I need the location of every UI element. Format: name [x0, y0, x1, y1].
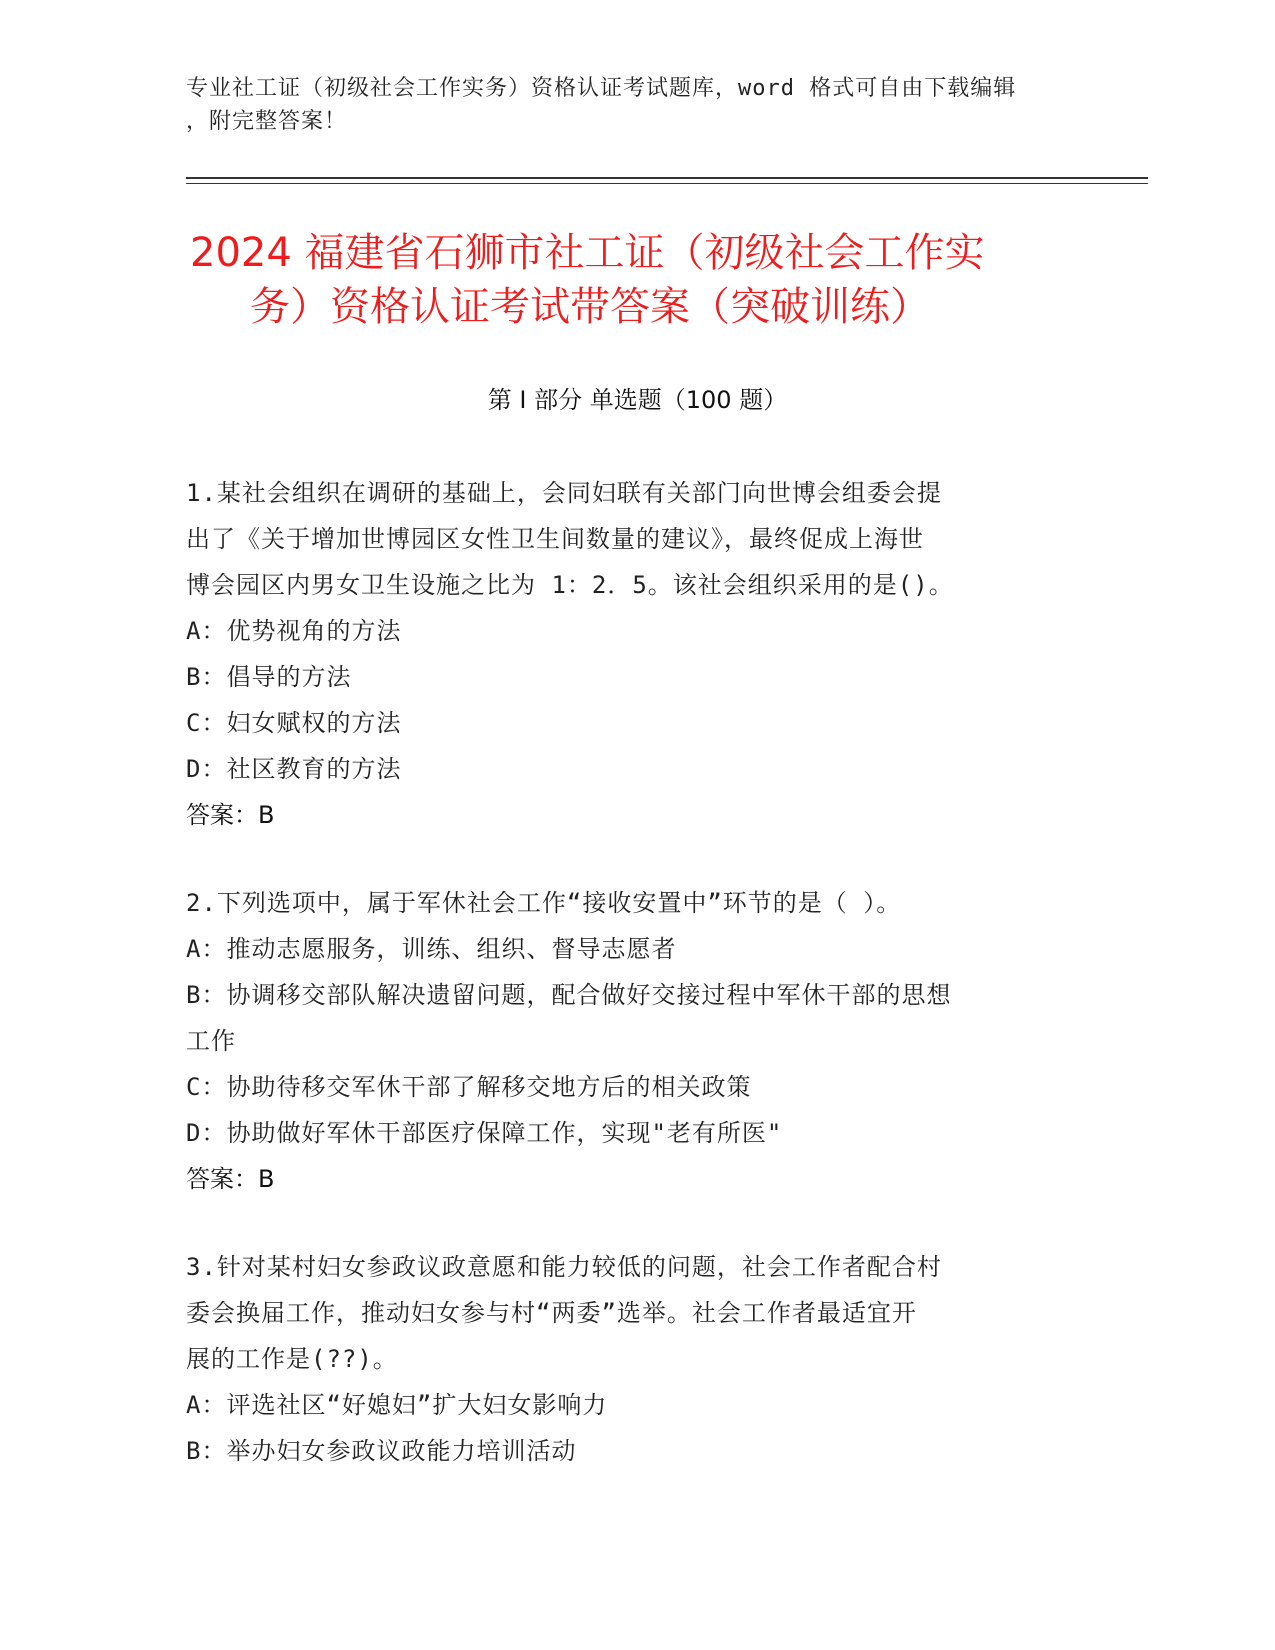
header-note-line: 专业社工证（初级社会工作实务）资格认证考试题库，word 格式可自由下载编辑 [186, 76, 1017, 101]
question-block [186, 1244, 1066, 1474]
question-stem-line: 展的工作是(??)。 [186, 1345, 398, 1373]
question-option: B：举办妇女参政议政能力培训活动 [186, 1437, 577, 1465]
header-divider [186, 177, 1148, 179]
question-option: A：推动志愿服务，训练、组织、督导志愿者 [186, 935, 677, 963]
question-option: B：协调移交部队解决遗留问题，配合做好交接过程中军休干部的思想 [186, 981, 952, 1009]
question-option: D：协助做好军休干部医疗保障工作，实现"老有所医" [186, 1119, 783, 1147]
question-stem-line: 3.针对某村妇女参政议政意愿和能力较低的问题，社会工作者配合村 [186, 1253, 942, 1281]
question-option: C：妇女赋权的方法 [186, 709, 402, 737]
question-answer: 答案：B [186, 1165, 275, 1193]
question-option: D：社区教育的方法 [186, 755, 402, 783]
question-stem-line: 博会园区内男女卫生设施之比为 1：2．5。该社会组织采用的是()。 [186, 571, 954, 599]
question-option: A：评选社区“好媳妇”扩大妇女影响力 [186, 1391, 608, 1419]
question-answer: 答案：B [186, 801, 275, 829]
question-option: C：协助待移交军休干部了解移交地方后的相关政策 [186, 1073, 752, 1101]
document-title [190, 226, 1090, 334]
question-stem-line: 出了《关于增加世博园区女性卫生间数量的建议》，最终促成上海世 [186, 525, 924, 553]
question-stem-line: 2.下列选项中，属于军休社会工作“接收安置中”环节的是（ ）。 [186, 889, 902, 917]
question-option: A：优势视角的方法 [186, 617, 402, 645]
header-note-line: ，附完整答案！ [186, 109, 348, 134]
question-block [186, 470, 1066, 838]
title-line: 2024 福建省石狮市社工证（初级社会工作实 [190, 230, 985, 276]
question-list [186, 470, 1066, 1516]
header-divider-thin [186, 183, 1148, 184]
question-stem-line: 委会换届工作，推动妇女参与村“两委”选举。社会工作者最适宜开 [186, 1299, 917, 1327]
title-line: 务）资格认证考试带答案（突破训练） [250, 284, 930, 330]
question-block [186, 880, 1066, 1202]
question-stem-line: 1.某社会组织在调研的基础上，会同妇联有关部门向世博会组委会提 [186, 479, 942, 507]
section-heading: 第 I 部分 单选题（100 题） [487, 386, 788, 414]
header-note [186, 72, 1066, 138]
question-option: B：倡导的方法 [186, 663, 352, 691]
question-option: 工作 [186, 1027, 236, 1055]
